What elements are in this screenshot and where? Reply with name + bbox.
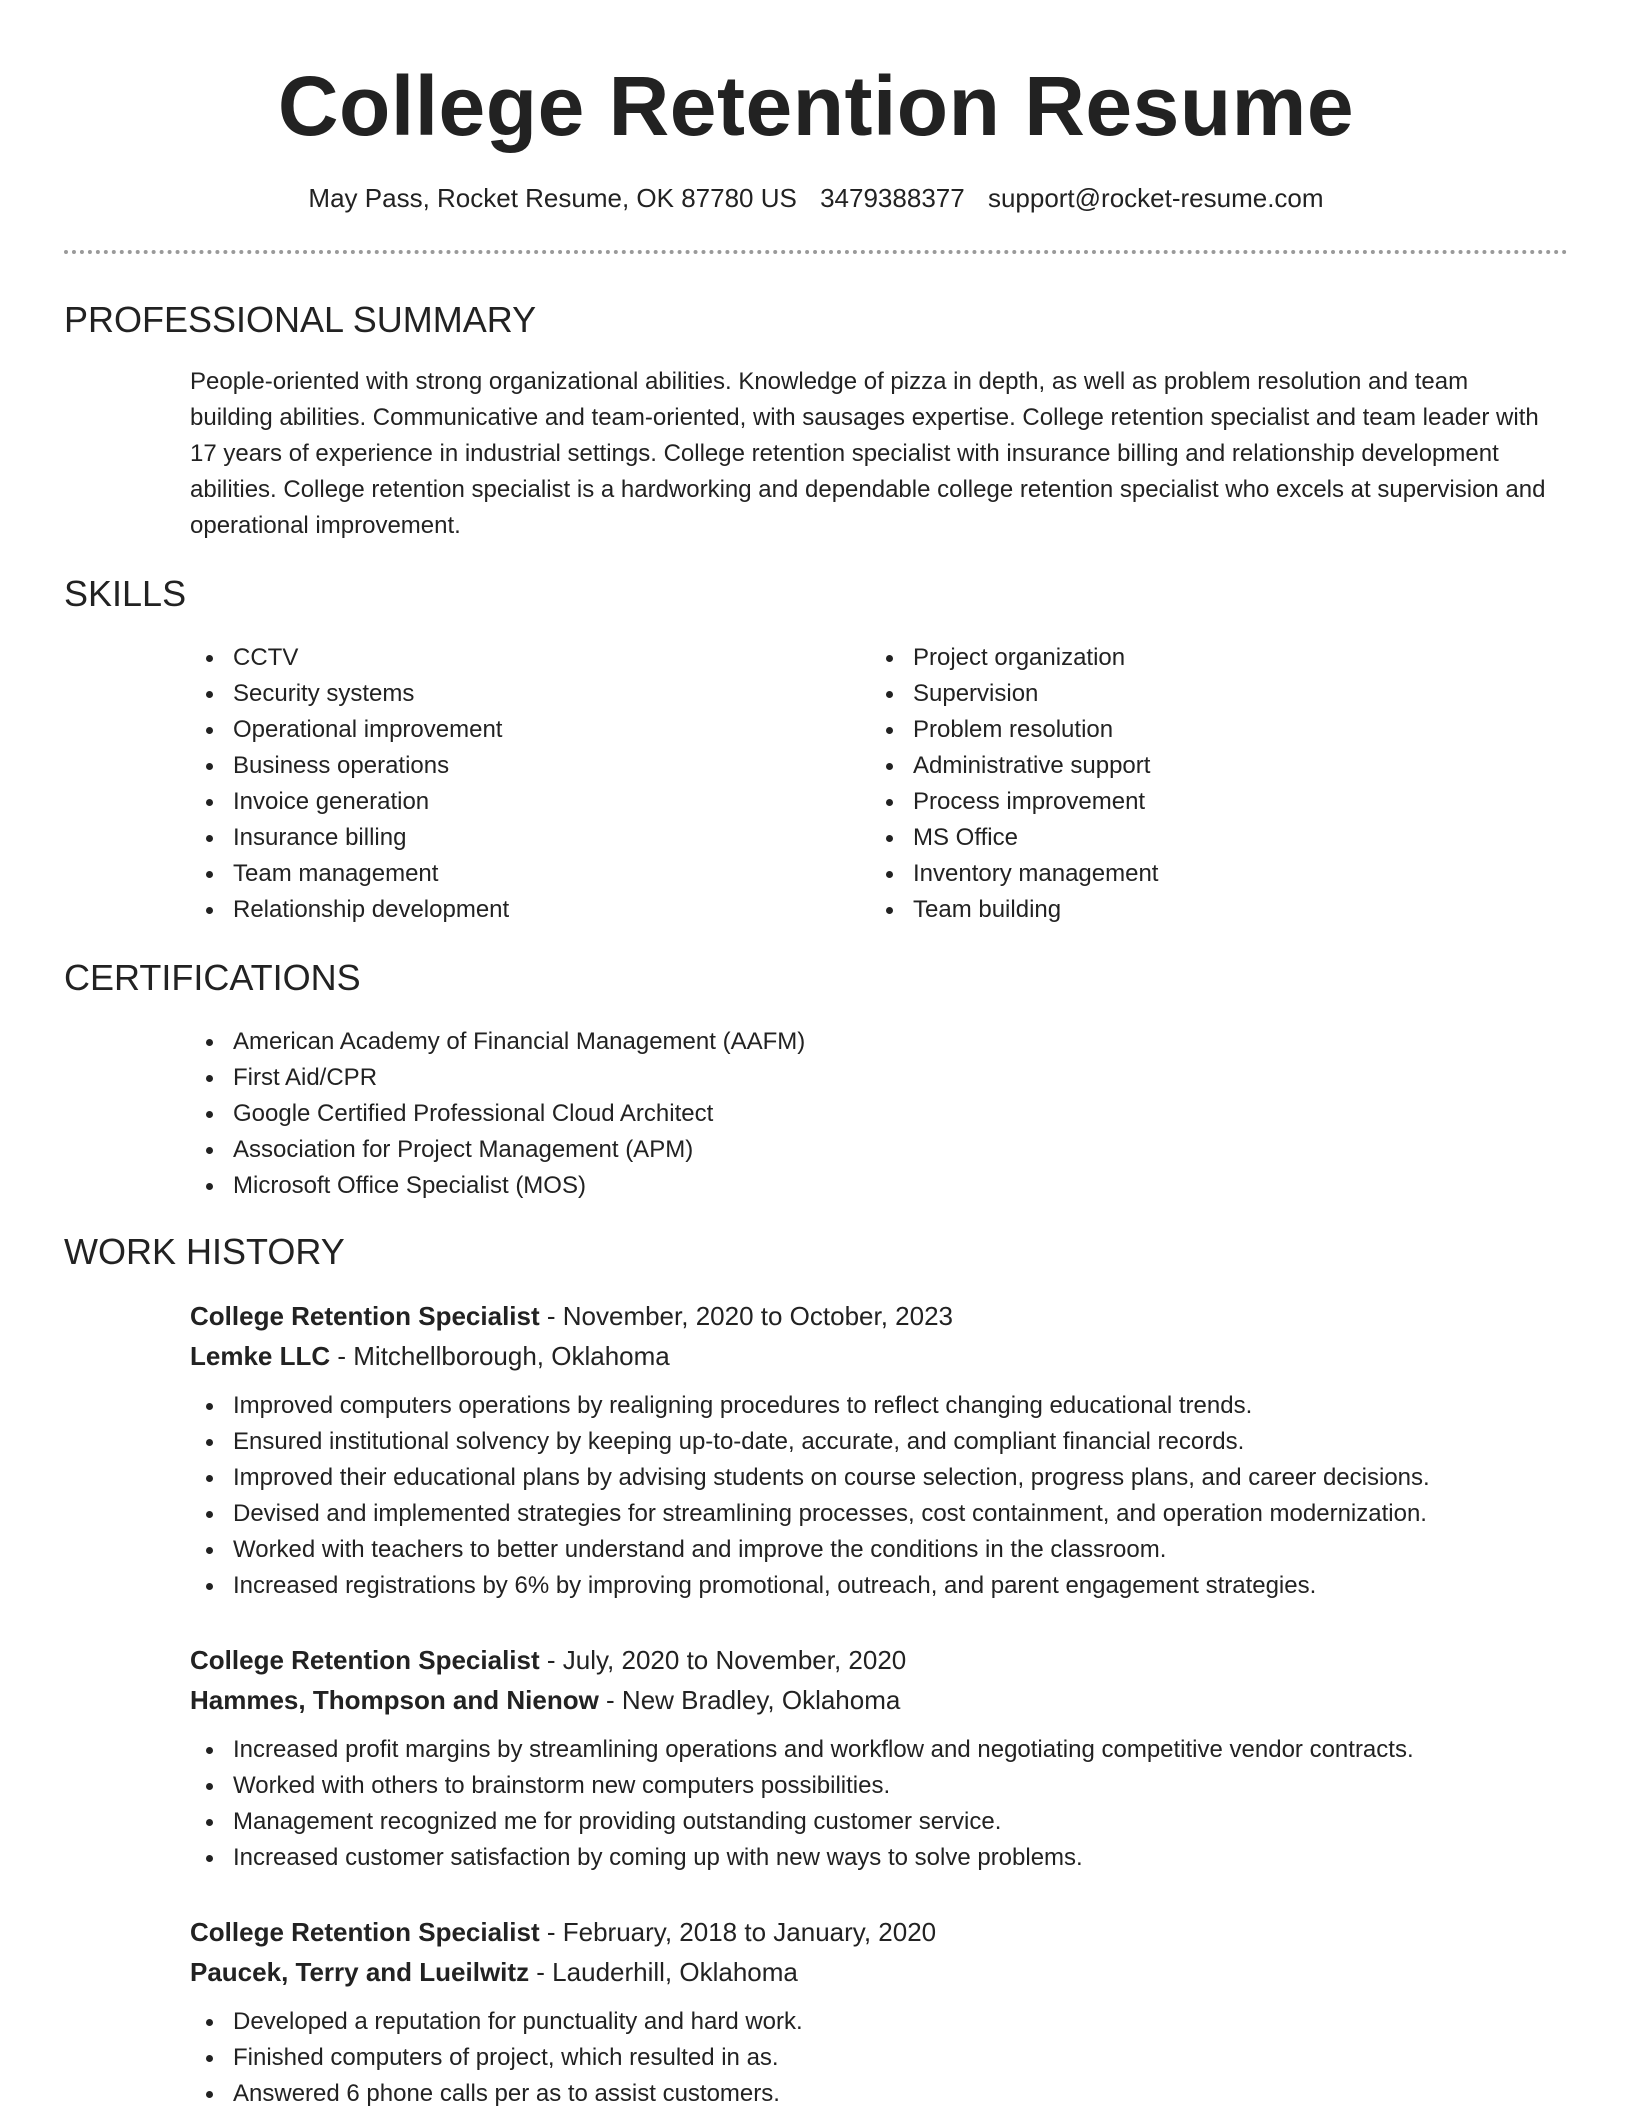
work-history-heading: WORK HISTORY bbox=[64, 1231, 345, 1272]
job-title-line bbox=[190, 1640, 1590, 1680]
job-dates: - July, 2020 to November, 2020 bbox=[539, 1645, 907, 1675]
job-company: Lemke LLC bbox=[190, 1341, 331, 1371]
job-title-line bbox=[190, 1296, 1590, 1336]
job-company-line bbox=[190, 1952, 1590, 1992]
certifications-heading: CERTIFICATIONS bbox=[64, 957, 361, 998]
job-entry bbox=[190, 1640, 1590, 1876]
job-bullet: Worked with others to brainstorm new computers possibilities. bbox=[190, 1768, 1590, 1804]
contact-phone: 3479388377 bbox=[820, 183, 965, 213]
job-bullet: Ensured institutional solvency by keeping up-to-date, accurate, and compliant financial records. bbox=[190, 1424, 1590, 1460]
job-company: Hammes, Thompson and Nienow bbox=[190, 1685, 599, 1715]
job-bullet: Finished computers of project, which resulted in as. bbox=[190, 2040, 1590, 2076]
job-bullet: Increased customer satisfaction by coming up with new ways to solve problems. bbox=[190, 1840, 1590, 1876]
certifications-list bbox=[190, 1024, 1490, 1204]
job-bullets bbox=[190, 2004, 1590, 2112]
certification-item: Google Certified Professional Cloud Architect bbox=[190, 1096, 1490, 1132]
job-company-line bbox=[190, 1680, 1590, 1720]
skill-item: MS Office bbox=[870, 820, 1510, 856]
contact-email: support@rocket-resume.com bbox=[987, 183, 1324, 213]
contact-address: May Pass, Rocket Resume, OK 87780 US bbox=[308, 183, 797, 213]
skill-item: Team management bbox=[190, 856, 830, 892]
resume-title: College Retention Resume bbox=[277, 59, 1355, 153]
summary-heading: PROFESSIONAL SUMMARY bbox=[64, 299, 537, 340]
job-location: - Mitchellborough, Oklahoma bbox=[330, 1341, 670, 1371]
skill-item: Relationship development bbox=[190, 892, 830, 928]
job-bullet: Devised and implemented strategies for streamlining processes, cost containment, and operation modernization. bbox=[190, 1496, 1590, 1532]
job-title-line bbox=[190, 1912, 1590, 1952]
job-role: College Retention Specialist bbox=[190, 1917, 540, 1947]
skill-item: Insurance billing bbox=[190, 820, 830, 856]
job-bullet: Management recognized me for providing outstanding customer service. bbox=[190, 1804, 1590, 1840]
job-bullet: Increased profit margins by streamlining operations and workflow and negotiating competitive vendor contracts. bbox=[190, 1732, 1590, 1768]
skill-item: Administrative support bbox=[870, 748, 1510, 784]
skills-list-left bbox=[190, 640, 830, 928]
skill-item: Problem resolution bbox=[870, 712, 1510, 748]
header-divider bbox=[64, 250, 1568, 254]
job-company-line bbox=[190, 1336, 1590, 1376]
job-entry bbox=[190, 1296, 1590, 1604]
contact-line bbox=[0, 180, 1632, 216]
job-bullets bbox=[190, 1388, 1590, 1604]
job-dates: - February, 2018 to January, 2020 bbox=[539, 1917, 937, 1947]
skill-item: Business operations bbox=[190, 748, 830, 784]
skill-item: CCTV bbox=[190, 640, 830, 676]
job-bullet: Developed a reputation for punctuality and hard work. bbox=[190, 2004, 1590, 2040]
skill-item: Operational improvement bbox=[190, 712, 830, 748]
job-bullet: Answered 6 phone calls per as to assist customers. bbox=[190, 2076, 1590, 2112]
certification-item: First Aid/CPR bbox=[190, 1060, 1490, 1096]
job-location: - Lauderhill, Oklahoma bbox=[529, 1957, 798, 1987]
job-bullets bbox=[190, 1732, 1590, 1876]
job-location: - New Bradley, Oklahoma bbox=[598, 1685, 901, 1715]
job-entry bbox=[190, 1912, 1590, 2112]
skill-item: Inventory management bbox=[870, 856, 1510, 892]
skill-item: Team building bbox=[870, 892, 1510, 928]
skill-item: Security systems bbox=[190, 676, 830, 712]
skills-heading: SKILLS bbox=[64, 573, 187, 614]
job-dates: - November, 2020 to October, 2023 bbox=[539, 1301, 953, 1331]
job-role: College Retention Specialist bbox=[190, 1301, 540, 1331]
job-company: Paucek, Terry and Lueilwitz bbox=[190, 1957, 530, 1987]
job-bullet: Improved their educational plans by advising students on course selection, progress plans, and career decisions. bbox=[190, 1460, 1590, 1496]
certification-item: American Academy of Financial Management (AAFM) bbox=[190, 1024, 1490, 1060]
certification-item: Microsoft Office Specialist (MOS) bbox=[190, 1168, 1490, 1204]
certification-item: Association for Project Management (APM) bbox=[190, 1132, 1490, 1168]
job-role: College Retention Specialist bbox=[190, 1645, 540, 1675]
skill-item: Invoice generation bbox=[190, 784, 830, 820]
job-bullet: Increased registrations by 6% by improving promotional, outreach, and parent engagement strategies. bbox=[190, 1568, 1590, 1604]
skill-item: Project organization bbox=[870, 640, 1510, 676]
skills-list-right bbox=[870, 640, 1510, 928]
job-bullet: Worked with teachers to better understand and improve the conditions in the classroom. bbox=[190, 1532, 1590, 1568]
job-bullet: Improved computers operations by realigning procedures to reflect changing educational trends. bbox=[190, 1388, 1590, 1424]
skill-item: Process improvement bbox=[870, 784, 1510, 820]
skill-item: Supervision bbox=[870, 676, 1510, 712]
summary-text: People-oriented with strong organizational abilities. Knowledge of pizza in depth, as well as problem resolution and team building abilities. Communicative and team-oriented, with sausages expertise. College retention specialist and team leader with 17 years of experience in industrial settings. College retention specialist with insurance billing and relationship development abilities. College retention specialist is a hardworking and dependable college retention specialist who excels at supervision and operational improvement. bbox=[190, 368, 1546, 539]
